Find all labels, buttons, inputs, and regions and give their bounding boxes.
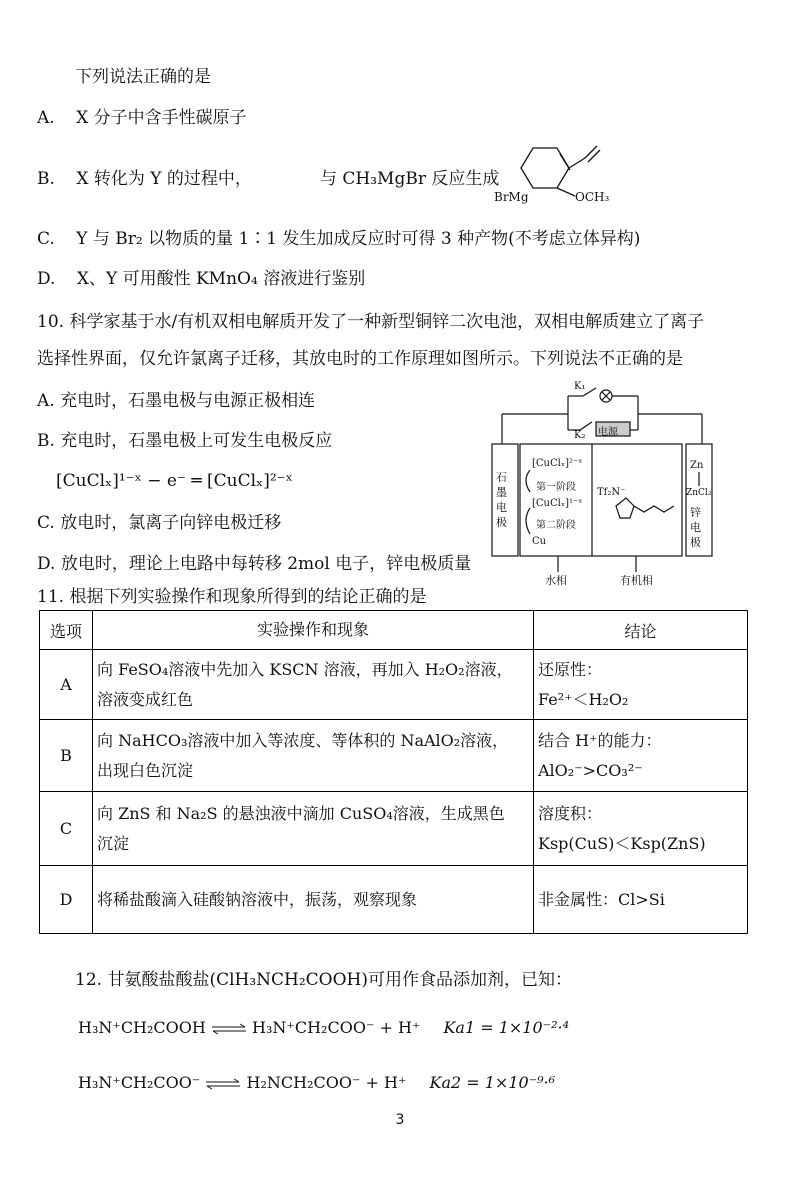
row-conclusion-line2: Ksp(CuS)＜Ksp(ZnS): [538, 833, 706, 853]
row-operation-line2: 沉淀: [97, 833, 130, 853]
q11-stem: 11. 根据下列实验操作和现象所得到的结论正确的是: [37, 587, 427, 607]
row-letter: C: [40, 792, 93, 866]
row-conclusion: [534, 792, 748, 866]
cu-label: Cu: [532, 536, 547, 547]
q9-option-b: [37, 168, 252, 190]
row-operation-line1: 向 FeSO₄溶液中先加入 KSCN 溶液，再加入 H₂O₂溶液，: [97, 659, 513, 679]
k1-label: K₁: [574, 381, 586, 392]
table-row: [40, 792, 748, 866]
row-conclusion: [534, 650, 748, 720]
stage1-label: 第一阶段: [536, 482, 576, 493]
table-row: [40, 866, 748, 934]
q9-molecule-right-label: OCH₃: [575, 190, 610, 204]
organic-phase-label: 有机相: [620, 574, 653, 587]
table-header-row: [40, 611, 748, 650]
och3-bond: [557, 188, 575, 196]
stage2-label: 第二阶段: [536, 520, 576, 531]
double-bond-line: [560, 154, 570, 170]
water-phase-label: 水相: [545, 574, 567, 587]
q9-molecule-left-label: BrMg: [494, 190, 529, 204]
eq2-right: H₂NCH₂COO⁻ + H⁺: [246, 1073, 407, 1092]
q10-stem-line1: 10. 科学家基于水/有机双相电解质开发了一种新型铜锌二次电池，双相电解质建立了离子: [37, 312, 705, 332]
vinyl-line-1: [569, 158, 585, 168]
row-operation-line1: 向 ZnS 和 Na₂S 的悬浊液中滴加 CuSO₄溶液，生成黑色: [97, 803, 505, 823]
zinc-label: 锌电极: [690, 506, 701, 549]
row-operation-line1: 向 NaHCO₃溶液中加入等浓度、等体积的 NaAlO₂溶液，: [97, 730, 509, 750]
row-letter: D: [40, 866, 93, 934]
row-conclusion: [534, 720, 748, 792]
row-conclusion-line1: 还原性：: [538, 659, 603, 679]
zn-label: Zn: [690, 460, 704, 471]
vinyl-line-3: [588, 150, 600, 162]
row-operation: [93, 650, 534, 720]
q10-option-b-equation: [CuClₓ]¹⁻ˣ − e⁻ ═ [CuClₓ]²⁻ˣ: [56, 471, 293, 491]
row-conclusion-line2: AlO₂⁻>CO₃²⁻: [538, 760, 643, 780]
q9-option-b-text-post: 与 CH₃MgBr 反应生成: [320, 169, 500, 189]
power-label: 电源: [598, 427, 618, 438]
row-conclusion-line1: 溶度积：: [538, 803, 603, 823]
q12-stem: 12. 甘氨酸盐酸盐(ClH₃NCH₂COOH)可用作食品添加剂，已知：: [75, 970, 573, 990]
row-operation-line2: 溶液变成红色: [97, 689, 194, 709]
eq1-k: Ka1 = 1×10⁻²·⁴: [443, 1018, 570, 1037]
row-conclusion-line1: 结合 H⁺的能力：: [538, 730, 662, 750]
row-operation: 将稀盐酸滴入硅酸钠溶液中，振荡，观察现象: [93, 866, 534, 934]
row-letter: A: [40, 650, 93, 720]
eq1-right: H₃N⁺CH₂COO⁻ + H⁺: [252, 1018, 421, 1037]
header-option: 选项: [40, 611, 93, 650]
eq1-left: H₃N⁺CH₂COOH: [78, 1018, 206, 1037]
q10-option-b: B. 充电时，石墨电极上可发生电极反应: [37, 431, 333, 451]
q9-option-d: [37, 268, 365, 290]
q9-option-c-text: Y 与 Br₂ 以物质的量 1∶1 发生加成反应时可得 3 种产物(不考虑立体异构): [76, 229, 641, 249]
q9-stem: 下列说法正确的是: [75, 67, 211, 87]
row-conclusion-line2: Fe²⁺＜H₂O₂: [538, 689, 629, 709]
k2-label: K₂: [574, 430, 586, 441]
alkyl-chain: [634, 506, 674, 512]
equilibrium-arrow-icon: [211, 1023, 247, 1035]
tf2n-label: Tf₂N⁻: [597, 487, 626, 498]
q9-option-b-text-pre: X 转化为 Y 的过程中，: [76, 169, 252, 189]
top-species-label: [CuClₓ]²⁻ˣ: [532, 458, 583, 469]
q9-option-a-text: X 分子中含手性碳原子: [76, 108, 247, 128]
row-operation: [93, 792, 534, 866]
q10-option-a: A. 充电时，石墨电极与电源正极相连: [37, 391, 316, 411]
q10-stem-line2: 选择性界面，仅允许氯离子迁移，其放电时的工作原理如图所示。下列说法不正确的是: [37, 349, 683, 369]
row-letter: B: [40, 720, 93, 792]
eq2-k: Ka2 = 1×10⁻⁹·⁶: [429, 1073, 556, 1092]
stage1-arrow: [526, 470, 530, 492]
eq2-left: H₃N⁺CH₂COO⁻: [78, 1073, 201, 1092]
q12-equation-1: [78, 1018, 569, 1037]
q9-option-a: [37, 107, 247, 129]
page-number: 3: [395, 1112, 405, 1128]
row-operation-line2: 出现白色沉淀: [97, 760, 194, 780]
q9-option-b-letter: B.: [37, 169, 55, 189]
experiment-table: [39, 610, 748, 934]
switch-k2: [580, 422, 592, 430]
battery-diagram: [488, 378, 716, 586]
q10-option-d: D. 放电时，理论上电路中每转移 2mol 电子，锌电极质量: [37, 554, 472, 574]
row-conclusion: 非金属性：Cl>Si: [534, 866, 748, 934]
q10-option-c: C. 放电时，氯离子向锌电极迁移: [37, 513, 282, 533]
q9-option-d-letter: D.: [37, 269, 56, 289]
q9-option-d-text: X、Y 可用酸性 KMnO₄ 溶液进行鉴别: [76, 269, 366, 289]
q9-option-c-letter: C.: [37, 229, 55, 249]
q9-option-a-letter: A.: [37, 108, 55, 128]
table-row: [40, 720, 748, 792]
row-operation: [93, 720, 534, 792]
header-conclusion: 结论: [534, 611, 748, 650]
table-row: [40, 650, 748, 720]
mid-species-label: [CuClₓ]¹⁻ˣ: [532, 498, 583, 509]
zncl2-label: ZnCl₂: [686, 488, 712, 498]
ring-shape: [521, 148, 569, 188]
q9-option-c: [37, 228, 640, 250]
equilibrium-arrow-icon: [205, 1078, 241, 1090]
stage2-arrow: [526, 508, 530, 534]
header-operation: 实验操作和现象: [93, 611, 534, 650]
imidazolium-ring: [616, 498, 634, 518]
q12-equation-2: [78, 1073, 555, 1092]
vinyl-line-2: [585, 146, 597, 158]
graphite-label: 石墨电极: [496, 471, 507, 529]
